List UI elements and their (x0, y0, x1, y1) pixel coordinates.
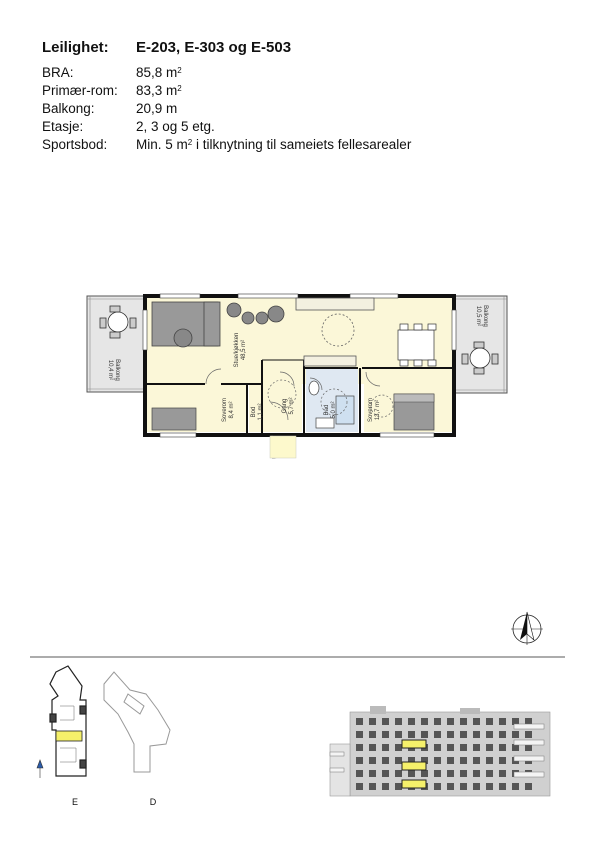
label-bedroom-small: Soverom8,4 m² (222, 397, 235, 423)
elevation-window (525, 731, 532, 738)
elevation-window (473, 770, 480, 777)
elevation-window (395, 731, 402, 738)
keyplan-label-e: E (71, 797, 79, 807)
elevation-window (369, 757, 376, 764)
keyplan-label-d: D (149, 797, 157, 807)
elevation-window (473, 783, 480, 790)
elevation-window (395, 770, 402, 777)
elevation-window (382, 744, 389, 751)
elevation-window (460, 783, 467, 790)
elevation-window (486, 718, 493, 725)
keyplan-highlight (56, 731, 82, 741)
north-arrow-icon (511, 612, 543, 645)
elevation-window (447, 757, 454, 764)
elevation-window (382, 731, 389, 738)
elevation-window (486, 770, 493, 777)
elevation-window (421, 718, 428, 725)
info-row-storage: Sportsbod: Min. 5 $m^2$ i tilknytning til sameiets fellesarealer (42, 137, 412, 152)
elevation-window (408, 731, 415, 738)
elevation-window (356, 744, 363, 751)
label-hallway: Gang5,7 m² (282, 397, 295, 415)
elevation-window (421, 770, 428, 777)
elevation-window (382, 718, 389, 725)
elevation-window (382, 770, 389, 777)
elevation-window (499, 744, 506, 751)
elevation-window (473, 731, 480, 738)
elevation-window (447, 744, 454, 751)
elevation-window (356, 770, 363, 777)
elevation-window (512, 731, 519, 738)
info-row-primary-room: Primær-rom: 83,3 $m^2$ (42, 83, 182, 98)
elevation-window (499, 783, 506, 790)
elevation-window (499, 731, 506, 738)
elevation-window (447, 718, 454, 725)
elevation-window (499, 718, 506, 725)
elevation-window (447, 731, 454, 738)
elevation-window (382, 783, 389, 790)
elevation-window (369, 731, 376, 738)
elevation-window (447, 770, 454, 777)
elevation-window (434, 731, 441, 738)
elevation-window (460, 757, 467, 764)
elevation-window (486, 744, 493, 751)
elevation-window (499, 757, 506, 764)
elevation-window (382, 757, 389, 764)
title-key: Leilighet: (42, 39, 109, 56)
elevation-window (512, 783, 519, 790)
elevation-window (356, 783, 363, 790)
info-row-bra: BRA: 85,8 $m^2$ (42, 65, 182, 80)
elevation-window (499, 770, 506, 777)
elevation-window (460, 744, 467, 751)
label-bathroom: Bad5,0 m² (324, 401, 337, 419)
elevation-window (460, 731, 467, 738)
elevation-window (460, 770, 467, 777)
elevation-window (434, 744, 441, 751)
elevation-window (395, 783, 402, 790)
building-elevation (330, 706, 550, 796)
elevation-window (369, 783, 376, 790)
label-living-room: Stue/kjøkken48,5 m² (234, 332, 247, 368)
elevation-window (486, 757, 493, 764)
elevation-window (421, 731, 428, 738)
keyplan-building-e (50, 666, 86, 776)
elevation-window (473, 718, 480, 725)
elevation-window (395, 757, 402, 764)
elevation-window (369, 770, 376, 777)
elevation-window (369, 744, 376, 751)
elevation-window (395, 718, 402, 725)
elevation-window (473, 744, 480, 751)
elevation-window (369, 718, 376, 725)
elevation-window (356, 731, 363, 738)
elevation-window (434, 718, 441, 725)
label-storage: Bod1,1 m² (251, 403, 264, 421)
title-value: E-203, E-303 og E-503 (136, 39, 292, 56)
elevation-window (408, 718, 415, 725)
elevation-window (356, 718, 363, 725)
elevation-window (434, 783, 441, 790)
elevation-window (525, 783, 532, 790)
elevation-window (408, 770, 415, 777)
info-row-balcony: Balkong: 20,9 m (42, 101, 178, 116)
elevation-window (486, 731, 493, 738)
label-balcony-right: Balkong10,5 m² (475, 305, 488, 327)
label-balcony-left: Balkong10,4 m² (107, 359, 120, 381)
elevation-window (356, 757, 363, 764)
elevation-window (447, 783, 454, 790)
elevation-window (486, 783, 493, 790)
elevation-window (473, 757, 480, 764)
elevation-window (460, 718, 467, 725)
elevation-window (395, 744, 402, 751)
keyplan-building-d (104, 672, 170, 772)
elevation-window (434, 757, 441, 764)
info-row-floor: Etasje: 2, 3 og 5 etg. (42, 119, 215, 134)
elevation-window (434, 770, 441, 777)
label-bedroom-large: Soverom13,7 m² (368, 397, 381, 423)
